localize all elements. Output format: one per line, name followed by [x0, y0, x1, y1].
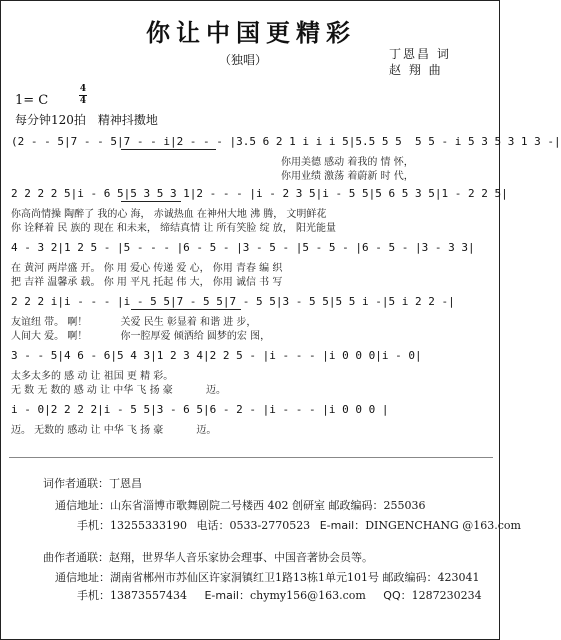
phone-label: 手机：	[77, 589, 110, 602]
phone-label: 手机：	[77, 519, 110, 532]
composer-qq: 1287230234	[411, 589, 482, 602]
lyric-row-5b: 无 数 无 数的 感 动 让 中华 飞 扬 豪 迈。	[11, 385, 226, 396]
notation-row-6: i - 0|2 2 2 2|i - 5 5|3 - 6 5|6 - 2 - |i - - - |i 0 0 0 |	[11, 403, 389, 416]
time-signature	[79, 85, 87, 106]
lyricist-tel: 0533-2770523	[229, 519, 311, 532]
composer-contact-heading: 曲作者通联：赵翔，世界华人音乐家协会理事、中国音著协会员等。	[43, 551, 373, 564]
lyric-row-2a: 你高尚情操 陶醉了 我的心 海， 赤诚热血 在神州大地 沸 腾， 文明鲜花	[11, 209, 327, 220]
address-label: 通信地址：	[55, 571, 110, 584]
email-label: E-mail：	[204, 589, 250, 602]
composer-address: 湖南省郴州市苏仙区许家洞镇红卫1路13栋1单元101号 邮政编码：423041	[110, 571, 480, 584]
notation-row-3: 4 - 3 2|1 2 5 - |5 - - - |6 - 5 - |3 - 5 - |5 - 5 - |6 - 5 - |3 - 3 3|	[11, 241, 475, 254]
lyric-row-1a: 你用美德 感动 着我的 情 怀，	[281, 157, 414, 168]
lyricist-address-row	[55, 497, 425, 513]
lyricist-contact-heading: 词作者通联：丁恩昌	[43, 477, 142, 490]
qq-label: QQ：	[383, 589, 412, 602]
song-title: 你让中国更精彩	[146, 18, 356, 47]
email-label: E-mail：	[319, 519, 366, 532]
performance-type: （独唱）	[219, 53, 268, 67]
lyric-row-3a: 在 黄河 两岸盛 开。 你 用 爱心 传递 爱 心， 你用 青春 编 织	[11, 263, 283, 274]
notation-row-1: (2 - - 5|7 - - 5|7 - - i|2 - - - |3.5 6 2 1 i i i 5|5.5 5 5 5 5 - i 5 3 5 3 1 3 -|	[11, 135, 561, 148]
lyricist-phone: 13255333190	[110, 519, 187, 532]
composer-phone: 13873557434	[110, 589, 187, 602]
beam-line	[121, 149, 216, 150]
notation-row-5: 3 - - 5|4 6 - 6|5 4 3|1 2 3 4|2 2 5 - |i - - - |i 0 0 0|i - 0|	[11, 349, 422, 362]
lyric-row-6a: 迈。 无数的 感动 让 中华 飞 扬 豪 迈。	[11, 425, 217, 436]
notation-row-2: 2 2 2 2 5|i - 6 5|5 3 5 3 1|2 - - - |i - 2 3 5|i - 5 5|5 6 5 3 5|1 - 2 2 5|	[11, 187, 508, 200]
composer-phone-row	[77, 587, 482, 603]
lyric-row-2b: 你 诠释着 民 族的 现在 和未来， 缔结真情 让 所有笑脸 绽 放， 阳光能量	[11, 223, 336, 234]
key-signature: 1= C	[15, 93, 49, 108]
beam-line	[131, 309, 241, 310]
tel-label: 电话：	[196, 519, 230, 532]
composer-address-row	[55, 569, 479, 585]
lyricist-address: 山东省淄博市歌舞剧院二号楼西 402 创研室 邮政编码：255036	[110, 499, 426, 512]
lyric-row-1b: 你用业绩 激荡 着蔚新 时 代，	[281, 171, 414, 182]
address-label: 通信地址：	[55, 499, 110, 512]
divider-line	[9, 457, 493, 458]
time-signature-top: 4	[79, 84, 87, 94]
tempo-marking: 每分钟120拍 精神抖擞地	[15, 113, 158, 127]
beam-line	[121, 201, 181, 202]
lyric-row-4b: 人间大 爱。 啊！ 你一腔厚爱 倾洒给 圆梦的宏 图，	[11, 331, 271, 342]
composer-email: chymy156@163.com	[249, 589, 366, 602]
lyricist-email: DINGENCHANG @163.com	[365, 519, 521, 532]
notation-row-4: 2 2 2 i|i - - - |i - 5 5|7 - 5 5|7 - 5 5|3 - 5 5|5 5 i -|5 i 2 2 -|	[11, 295, 455, 308]
lyricist-credit: 丁恩昌 词	[389, 47, 451, 61]
score-body	[1, 125, 561, 445]
lyric-row-3b: 把 吉祥 温馨承 载。 你 用 平凡 托起 伟 大， 你用 诚信 书 写	[11, 277, 283, 288]
time-signature-bottom: 4	[79, 96, 87, 106]
composer-credit: 赵 翔 曲	[389, 63, 443, 77]
lyricist-phone-row	[77, 517, 521, 533]
lyric-row-5a: 太多太多的 感 动 让 祖国 更 精 彩。	[11, 371, 174, 382]
lyric-row-4a: 友谊纽 带。 啊！ 关爱 民生 彰显着 和谐 进 步，	[11, 317, 257, 328]
